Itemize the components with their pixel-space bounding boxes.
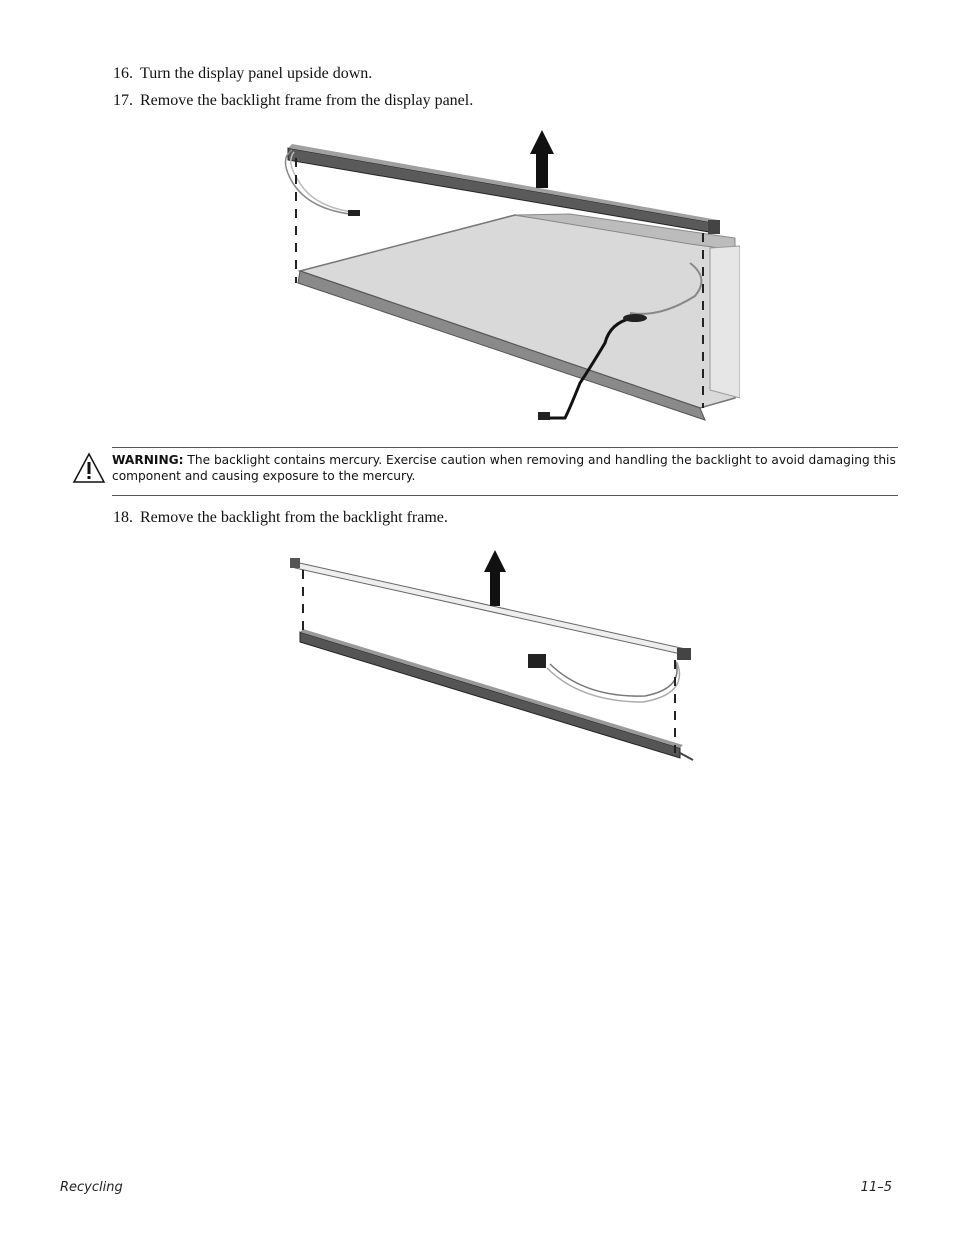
warning-icon [72, 452, 106, 484]
step-number: 17. [113, 92, 133, 109]
warning-body: The backlight contains mercury. Exercise caution when removing and handling the backlight to avoid damaging this component and causing exposure to the mercury. [112, 453, 896, 483]
step-16 [113, 65, 372, 83]
step-text: Remove the backlight from the backlight frame. [140, 509, 448, 526]
step-number: 18. [113, 509, 133, 526]
backlight-frame-removal-illustration [270, 128, 740, 428]
warning-text [112, 452, 898, 484]
step-18 [113, 509, 448, 527]
warning-label: WARNING: [112, 453, 184, 467]
step-number: 16. [113, 65, 133, 82]
footer-section: Recycling [60, 1180, 123, 1195]
footer-page-number: 11–5 [860, 1180, 892, 1195]
step-17 [113, 92, 473, 110]
backlight-removal-illustration [285, 548, 705, 770]
step-text: Turn the display panel upside down. [140, 65, 373, 82]
step-text: Remove the backlight frame from the display panel. [140, 92, 474, 109]
